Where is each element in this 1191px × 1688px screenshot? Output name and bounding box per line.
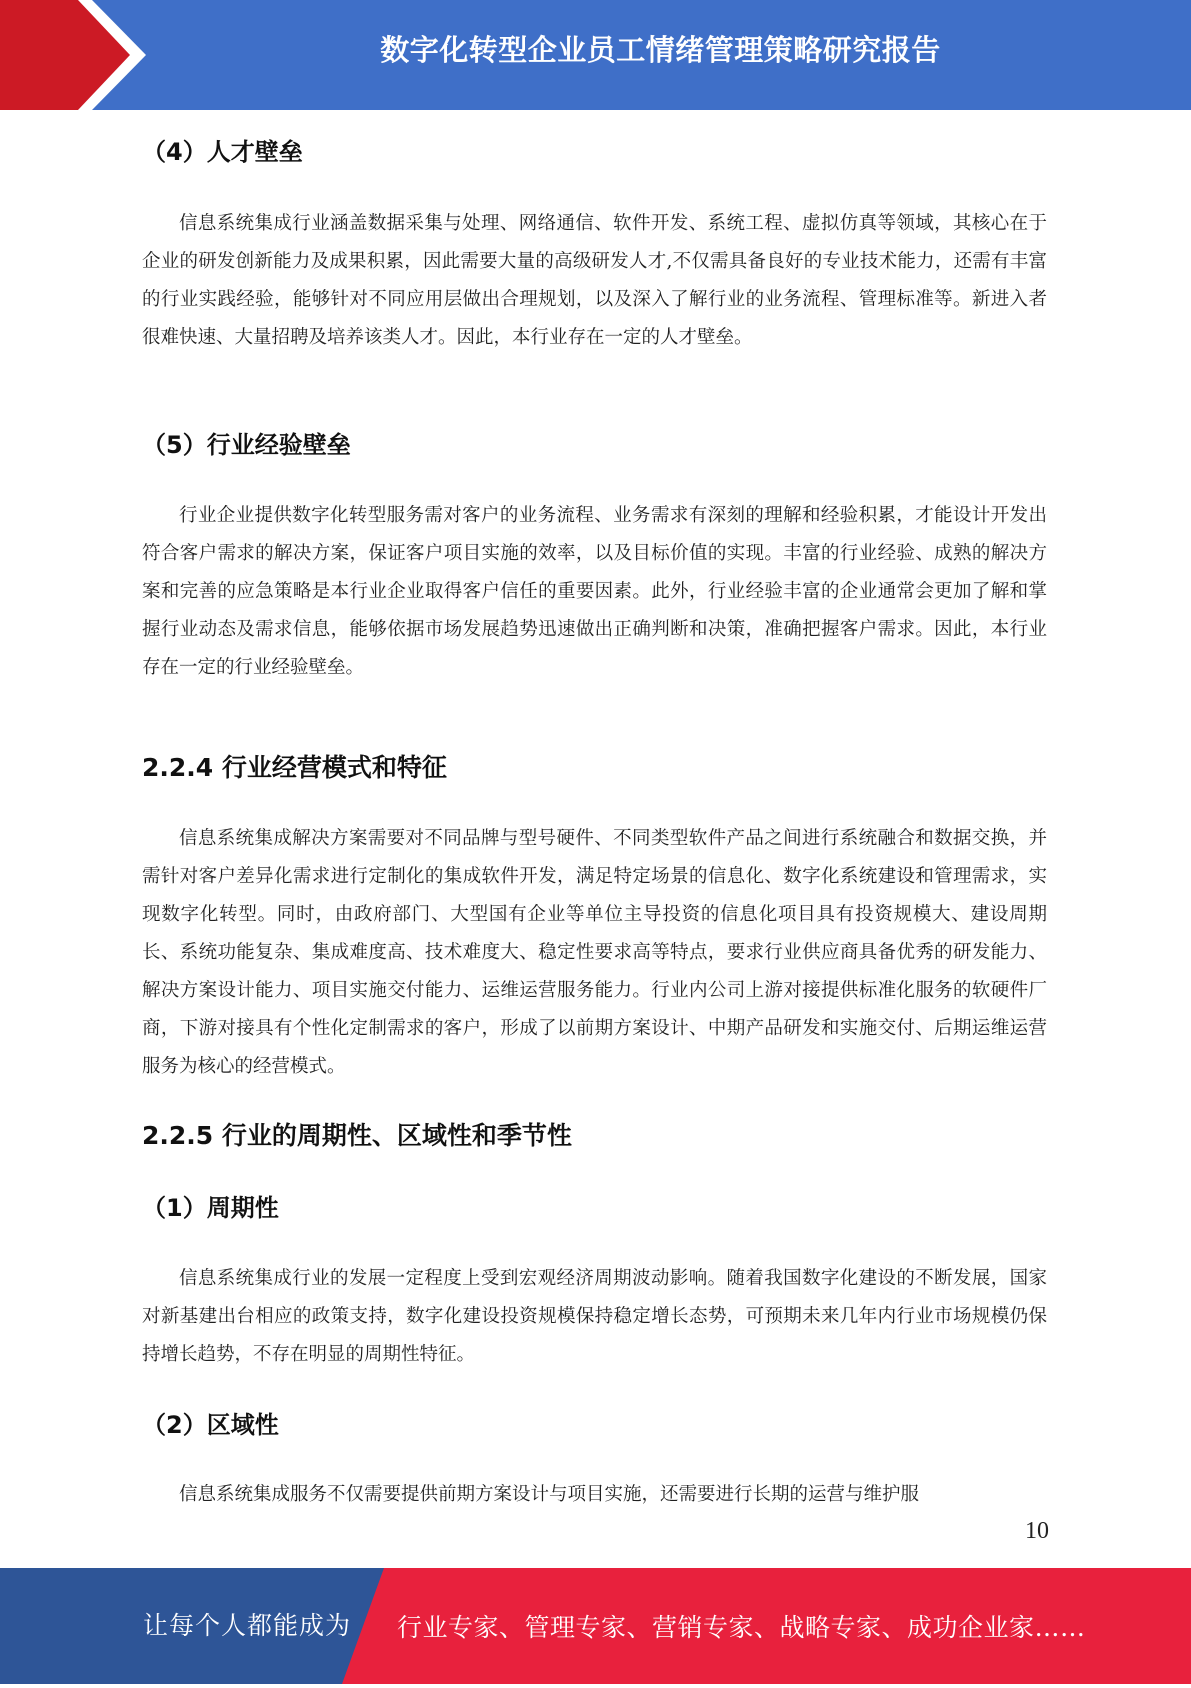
heading-cyclical: （1）周期性: [142, 1194, 279, 1222]
footer-slogan-right: 行业专家、管理专家、营销专家、战略专家、成功企业家……: [397, 1613, 1086, 1642]
heading-experience-barrier: （5）行业经验壁垒: [142, 431, 351, 459]
paragraph-cyclical: 信息系统集成行业的发展一定程度上受到宏观经济周期波动影响。随着我国数字化建设的不断发展，国家对新基建出台相应的政策支持，数字化建设投资规模保持稳定增长态势，可预期未来几年内行业市场规模仍保持增长趋势，不存在明显的周期性特征。: [142, 1268, 1047, 1365]
paragraph-regional: 信息系统集成服务不仅需要提供前期方案设计与项目实施，还需要进行长期的运营与维护服: [179, 1484, 920, 1505]
paragraph-experience-barrier: 行业企业提供数字化转型服务需对客户的业务流程、业务需求有深刻的理解和经验积累，才能设计开发出符合客户需求的解决方案，保证客户项目实施的效率，以及目标价值的实现。丰富的行业经验、成熟的解决方案和完善的应急策略是本行业企业取得客户信任的重要因素。此外，行业经验丰富的企业通常会更加了解和掌握行业动态及需求信息，能够依据市场发展趋势迅速做出正确判断和决策，准确把握客户需求。因此，本行业存在一定的行业经验壁垒。: [142, 505, 1047, 678]
heading-periodicity: 2.2.5 行业的周期性、区域性和季节性: [142, 1121, 572, 1150]
header-arrow-decoration: [0, 0, 160, 110]
page-number: 10: [1025, 1518, 1049, 1544]
paragraph-business-model: 信息系统集成解决方案需要对不同品牌与型号硬件、不同类型软件产品之间进行系统融合和数据交换，并需针对客户差异化需求进行定制化的集成软件开发，满足特定场景的信息化、数字化系统建设和管理需求，实现数字化转型。同时，由政府部门、大型国有企业等单位主导投资的信息化项目具有投资规模大、建设周期长、系统功能复杂、集成难度高、技术难度大、稳定性要求高等特点，要求行业供应商具备优秀的研发能力、解决方案设计能力、项目实施交付能力、运维运营服务能力。行业内公司上游对接提供标准化服务的软硬件厂商，下游对接具有个性化定制需求的客户，形成了以前期方案设计、中期产品研发和实施交付、后期运维运营服务为核心的经营模式。: [142, 828, 1047, 1077]
footer-slogan-left: 让每个人都能成为: [143, 1611, 352, 1640]
page-header: [0, 0, 1191, 110]
page-footer: [0, 1568, 1191, 1684]
heading-regional: （2）区域性: [142, 1411, 279, 1439]
heading-talent-barrier: （4）人才壁垒: [142, 138, 303, 166]
heading-business-model: 2.2.4 行业经营模式和特征: [142, 753, 447, 782]
paragraph-talent-barrier: 信息系统集成行业涵盖数据采集与处理、网络通信、软件开发、系统工程、虚拟仿真等领域，其核心在于企业的研发创新能力及成果积累，因此需要大量的高级研发人才,不仅需具备良好的专业技术能力，还需有丰富的行业实践经验，能够针对不同应用层做出合理规划，以及深入了解行业的业务流程、管理标准等。新进入者很难快速、大量招聘及培养该类人才。因此，本行业存在一定的人才壁垒。: [142, 213, 1047, 348]
report-title: 数字化转型企业员工情绪管理策略研究报告: [380, 33, 941, 67]
